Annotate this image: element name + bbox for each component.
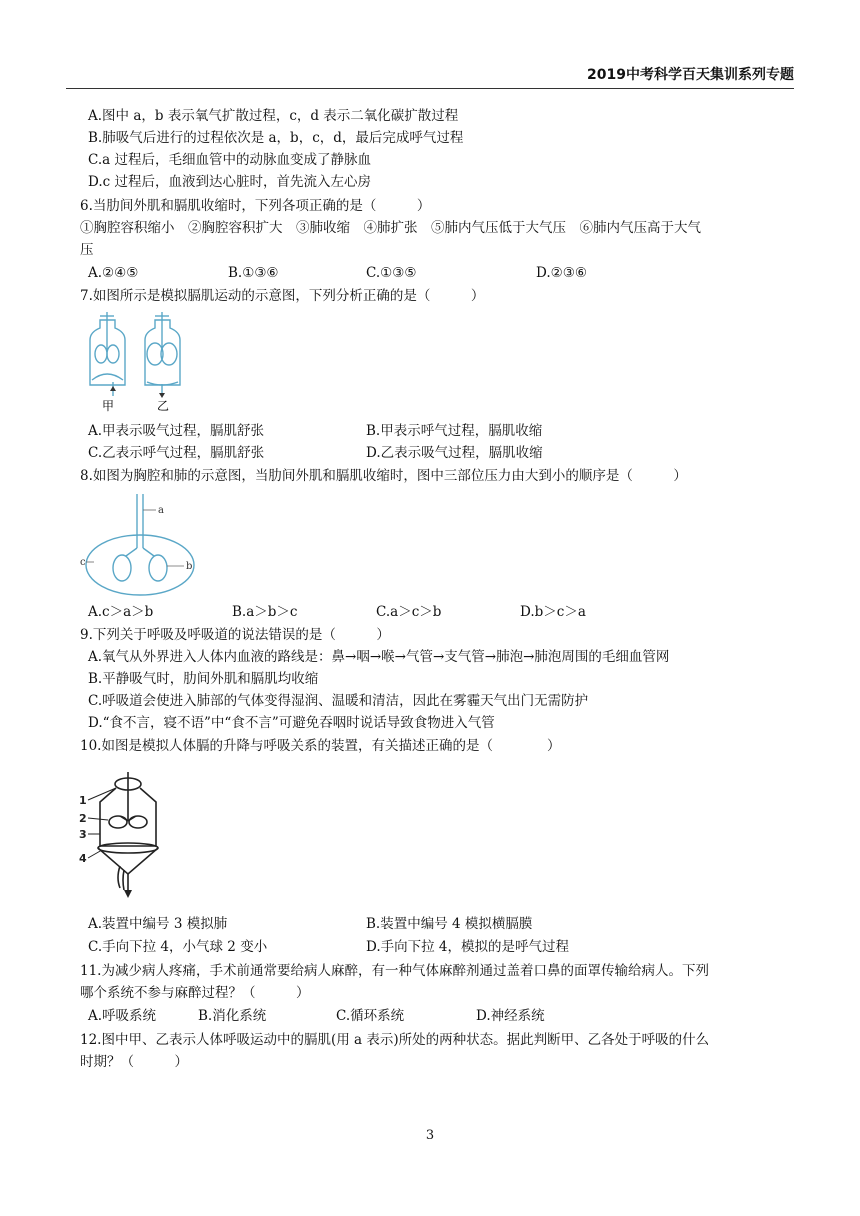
q8-option-b: B.a＞b＞c: [232, 604, 298, 620]
q7-option-d: D.乙表示吸气过程，膈肌收缩: [366, 445, 543, 461]
q10-label-2: 2: [79, 812, 87, 825]
q8-thorax-figure: [80, 490, 215, 598]
q7-option-b: B.甲表示呼气过程，膈肌收缩: [366, 423, 543, 439]
q6-option-b: B.①③⑥: [228, 265, 279, 281]
q11-option-b: B.消化系统: [198, 1008, 267, 1024]
q6-option-a: A.②④⑤: [88, 265, 139, 281]
q10-label-1: 1: [79, 794, 87, 807]
q10-option-a: A.装置中编号 3 模拟肺: [88, 916, 228, 932]
q12-stem-line2: 时期？（ ）: [80, 1054, 188, 1070]
q7-stem: 7.如图所示是模拟膈肌运动的示意图，下列分析正确的是（ ）: [80, 288, 485, 304]
q10-option-d: D.手向下拉 4，模拟的是呼气过程: [366, 939, 570, 955]
q12-stem-line1: 12.图中甲、乙表示人体呼吸运动中的膈肌(用 a 表示)所处的两种状态。据此判断甲、乙各处于呼吸的什么: [80, 1032, 710, 1048]
q5-option-d: D.c 过程后，血液到达心脏时，首先流入左心房: [88, 174, 371, 190]
q9-option-b: B.平静吸气时，肋间外肌和膈肌均收缩: [88, 671, 319, 687]
q11-option-d: D.神经系统: [476, 1008, 545, 1024]
q8-option-d: D.b＞c＞a: [520, 604, 586, 620]
q7-fig-label-jia: 甲: [102, 399, 115, 413]
q9-option-c: C.呼吸道会使进入肺部的气体变得湿润、温暖和清洁，因此在雾霾天气出门无需防护: [88, 693, 589, 709]
q7-option-a: A.甲表示吸气过程，膈肌舒张: [88, 423, 265, 439]
q6-option-c: C.①③⑤: [366, 265, 417, 281]
q10-option-b: B.装置中编号 4 模拟横膈膜: [366, 916, 533, 932]
q11-option-a: A.呼吸系统: [88, 1008, 157, 1024]
page-number: 3: [425, 1128, 435, 1143]
q7-diaphragm-figure: [80, 310, 190, 415]
q6-stem: 6.当肋间外肌和膈肌收缩时，下列各项正确的是（ ）: [80, 198, 431, 214]
q10-apparatus-figure: [78, 766, 168, 906]
q7-option-c: C.乙表示呼气过程，膈肌舒张: [88, 445, 265, 461]
q8-label-c: c: [80, 557, 86, 568]
q7-fig-label-yi: 乙: [157, 399, 170, 413]
q8-label-a: a: [158, 505, 164, 516]
q10-label-3: 3: [79, 828, 87, 841]
q11-stem-line2: 哪个系统不参与麻醉过程？（ ）: [80, 985, 310, 1001]
page-header: 2019中考科学百天集训系列专题: [587, 67, 794, 83]
q11-stem-line1: 11.为减少病人疼痛，手术前通常要给病人麻醉，有一种气体麻醉剂通过盖着口鼻的面罩传输给病人。下列: [80, 963, 709, 979]
q8-stem: 8.如图为胸腔和肺的示意图，当肋间外肌和膈肌收缩时，图中三部位压力由大到小的顺序是（ ）: [80, 468, 687, 484]
q5-option-c: C.a 过程后，毛细血管中的动脉血变成了静脉血: [88, 152, 371, 168]
q10-stem: 10.如图是模拟人体膈的升降与呼吸关系的装置，有关描述正确的是（ ）: [80, 738, 561, 754]
q5-option-b: B.肺吸气后进行的过程依次是 a，b，c，d，最后完成呼气过程: [88, 130, 464, 146]
q9-stem: 9.下列关于呼吸及呼吸道的说法错误的是（ ）: [80, 627, 390, 643]
q11-option-c: C.循环系统: [336, 1008, 405, 1024]
q6-items-line2: 压: [80, 242, 94, 258]
q8-option-a: A.c＞a＞b: [88, 604, 154, 620]
q9-option-d: D.“食不言，寝不语”中“食不言”可避免吞咽时说话导致食物进入气管: [88, 715, 495, 731]
q6-option-d: D.②③⑥: [536, 265, 587, 281]
q8-option-c: C.a＞c＞b: [376, 604, 442, 620]
q6-items-line1: ①胸腔容积缩小 ②胸腔容积扩大 ③肺收缩 ④肺扩张 ⑤肺内气压低于大气压 ⑥肺内气压高于大气: [80, 220, 701, 236]
q10-label-4: 4: [79, 852, 87, 865]
q5-option-a: A.图中 a，b 表示氧气扩散过程，c，d 表示二氧化碳扩散过程: [88, 108, 459, 124]
header-rule: [66, 88, 794, 89]
q9-option-a: A.氧气从外界进入人体内血液的路线是：鼻→咽→喉→气管→支气管→肺泡→肺泡周围的毛细血管网: [88, 649, 670, 665]
q8-label-b: b: [186, 561, 193, 572]
q10-option-c: C.手向下拉 4，小气球 2 变小: [88, 939, 268, 955]
